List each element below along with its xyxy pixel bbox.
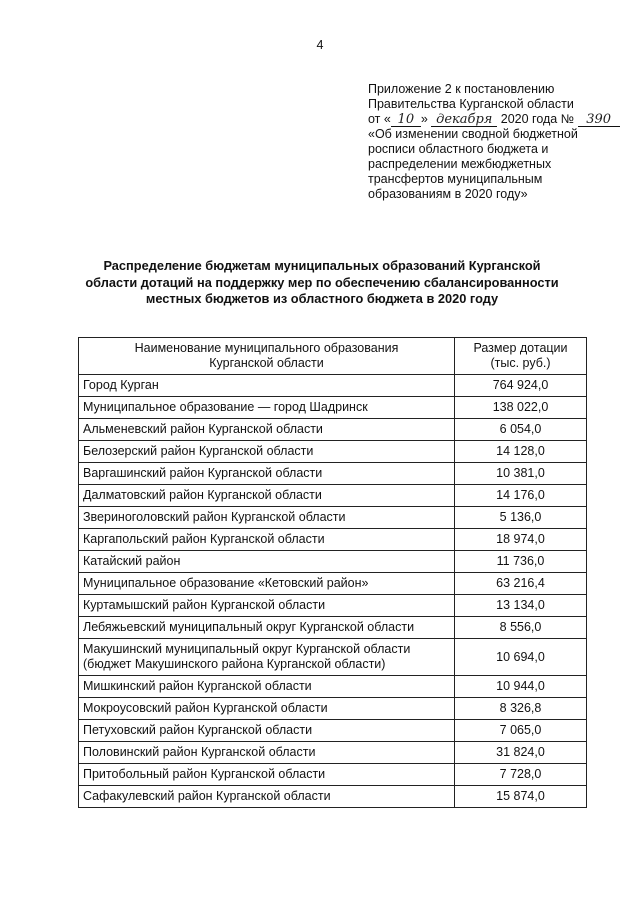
appendix-line-1: Приложение 2 к постановлению (368, 82, 555, 96)
handwritten-day: 10 (391, 113, 421, 127)
table-body (79, 375, 587, 808)
table-row (79, 397, 587, 419)
row-amount: 18 974,0 (455, 529, 587, 551)
row-amount: 8 556,0 (455, 617, 587, 639)
row-name: Альменевский район Курганской области (79, 419, 455, 441)
table-row (79, 529, 587, 551)
appendix-block (368, 82, 618, 202)
row-amount: 15 874,0 (455, 786, 587, 808)
row-amount: 63 216,4 (455, 573, 587, 595)
row-name: Куртамышский район Курганской области (79, 595, 455, 617)
row-amount: 14 128,0 (455, 441, 587, 463)
handwritten-number: 390 (578, 113, 620, 127)
table-row (79, 507, 587, 529)
appendix-line-8: образованиям в 2020 году» (368, 187, 528, 201)
row-name: Мокроусовский район Курганской области (79, 698, 455, 720)
table-row (79, 441, 587, 463)
row-amount: 138 022,0 (455, 397, 587, 419)
heading-line-1: Распределение бюджетам муниципальных образований Курганской (103, 258, 541, 273)
row-amount: 8 326,8 (455, 698, 587, 720)
table-row (79, 551, 587, 573)
row-name: Петуховский район Курганской области (79, 720, 455, 742)
row-amount: 10 381,0 (455, 463, 587, 485)
table-row (79, 419, 587, 441)
row-amount: 7 728,0 (455, 764, 587, 786)
header-amount-cell (455, 338, 587, 375)
row-name: Сафакулевский район Курганской области (79, 786, 455, 808)
row-name: Половинский район Курганской области (79, 742, 455, 764)
row-name: Лебяжьевский муниципальный округ Курганской области (79, 617, 455, 639)
row-amount: 13 134,0 (455, 595, 587, 617)
row-name-line-2: (бюджет Макушинского района Курганской области) (83, 657, 386, 671)
table-row (79, 676, 587, 698)
table-row (79, 595, 587, 617)
row-name: Притобольный район Курганской области (79, 764, 455, 786)
heading-line-2: области дотаций на поддержку мер по обеспечению сбалансированности (85, 274, 559, 290)
row-amount: 31 824,0 (455, 742, 587, 764)
row-amount: 7 065,0 (455, 720, 587, 742)
row-name: Мишкинский район Курганской области (79, 676, 455, 698)
row-amount: 5 136,0 (455, 507, 587, 529)
appendix-date-line (368, 112, 618, 127)
table-row (79, 786, 587, 808)
row-name: Муниципальное образование «Кетовский район» (79, 573, 455, 595)
row-name-line-1: Макушинский муниципальный округ Курганской области (83, 642, 411, 656)
page-number: 4 (316, 38, 324, 52)
table-row (79, 573, 587, 595)
row-name (79, 639, 455, 676)
row-name: Город Курган (79, 375, 455, 397)
appendix-line-2: Правительства Курганской области (368, 97, 574, 111)
handwritten-month: декабря (431, 113, 497, 127)
date-year: 2020 года № (500, 112, 575, 126)
table-row (79, 742, 587, 764)
row-amount: 10 694,0 (455, 639, 587, 676)
table-row (79, 485, 587, 507)
table-header-row (79, 338, 587, 375)
row-amount: 14 176,0 (455, 485, 587, 507)
row-name: Варгашинский район Курганской области (79, 463, 455, 485)
row-name: Звериноголовский район Курганской области (79, 507, 455, 529)
row-amount: 11 736,0 (455, 551, 587, 573)
heading-line-3: местных бюджетов из областного бюджета в 2020 году (145, 291, 499, 306)
appendix-line-7: трансфертов муниципальным (368, 172, 543, 186)
header-name-line-2: Курганской области (209, 356, 324, 370)
row-name: Белозерский район Курганской области (79, 441, 455, 463)
subsidy-table (78, 337, 587, 808)
header-amount-line-2: (тыс. руб.) (490, 356, 551, 370)
appendix-line-6: распределении межбюджетных (368, 157, 552, 171)
appendix-line-4: «Об изменении сводной бюджетной (368, 127, 578, 141)
appendix-line-5: росписи областного бюджета и (368, 142, 549, 156)
row-name: Муниципальное образование — город Шадринск (79, 397, 455, 419)
row-name: Далматовский район Курганской области (79, 485, 455, 507)
row-amount: 6 054,0 (455, 419, 587, 441)
table-row (79, 698, 587, 720)
header-name-line-1: Наименование муниципального образования (134, 341, 399, 355)
table-row (79, 720, 587, 742)
table-row (79, 463, 587, 485)
row-name: Катайский район (79, 551, 455, 573)
date-quote: » (420, 112, 428, 126)
table-row (79, 617, 587, 639)
table-row (79, 639, 587, 676)
document-heading (72, 258, 572, 308)
row-amount: 10 944,0 (455, 676, 587, 698)
table-row (79, 764, 587, 786)
table-row (79, 375, 587, 397)
header-name-cell (79, 338, 455, 375)
header-amount-line-1: Размер дотации (473, 341, 568, 355)
row-name: Каргапольский район Курганской области (79, 529, 455, 551)
row-amount: 764 924,0 (455, 375, 587, 397)
date-prefix: от « (368, 112, 391, 126)
